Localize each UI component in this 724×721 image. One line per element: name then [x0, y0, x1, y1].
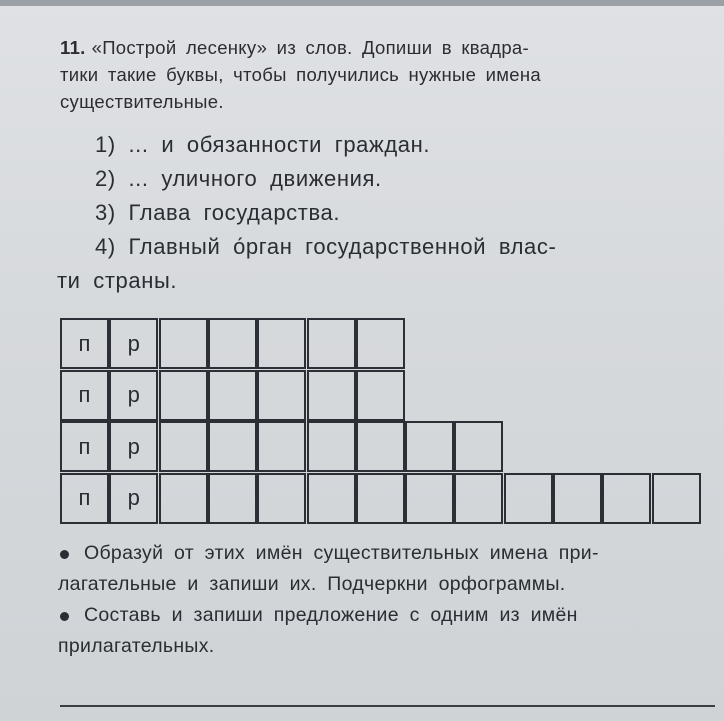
- clue-item-4: 4) Главный о́рган государственной влас-: [95, 234, 557, 259]
- clue-list: [57, 128, 705, 298]
- ladder-cell-empty[interactable]: [454, 473, 503, 524]
- ladder-cell-empty[interactable]: [257, 421, 306, 472]
- ladder-cell-empty[interactable]: [553, 473, 602, 524]
- clue-item-2: 2) ... уличного движения.: [95, 166, 382, 191]
- ladder-cell-empty[interactable]: [257, 318, 306, 369]
- bullet-dot-icon: [60, 550, 69, 559]
- bullet-item-2-continued: прилагательных.: [58, 635, 215, 657]
- task-heading-line-2: тики такие буквы, чтобы получились нужные имена: [60, 64, 541, 85]
- ladder-cell-empty[interactable]: [159, 473, 208, 524]
- ladder-cell-empty[interactable]: [208, 318, 257, 369]
- clue-item-3: 3) Глава государства.: [95, 200, 341, 225]
- ladder-cell-empty[interactable]: [208, 370, 257, 421]
- ladder-cell-prefilled: р: [109, 473, 158, 524]
- ladder-cell-empty[interactable]: [602, 473, 651, 524]
- ladder-cell-empty[interactable]: [356, 318, 405, 369]
- ladder-cell-empty[interactable]: [405, 473, 454, 524]
- ladder-cell-prefilled: р: [109, 318, 158, 369]
- ladder-cell-prefilled: р: [109, 370, 158, 421]
- ladder-cell-empty[interactable]: [307, 421, 356, 472]
- ladder-cell-empty[interactable]: [405, 421, 454, 472]
- task-heading-line-3: существительные.: [60, 91, 224, 112]
- ladder-cell-empty[interactable]: [356, 370, 405, 421]
- page-top-edge: [0, 0, 724, 6]
- ladder-cell-empty[interactable]: [159, 370, 208, 421]
- bullet-item-1: Образуй от этих имён существительных имена при-: [58, 538, 713, 569]
- ladder-cell-empty[interactable]: [307, 473, 356, 524]
- task-number: 11.: [60, 37, 86, 58]
- ladder-cell-empty[interactable]: [208, 473, 257, 524]
- task-heading: [60, 34, 700, 115]
- ladder-cell-empty[interactable]: [307, 370, 356, 421]
- ladder-cell-empty[interactable]: [257, 473, 306, 524]
- ladder-cell-empty[interactable]: [652, 473, 701, 524]
- assignment-bullets: [58, 538, 713, 662]
- bullet-dot-icon: [60, 612, 69, 621]
- ladder-cell-empty[interactable]: [257, 370, 306, 421]
- clue-item-4-continued: ти страны.: [57, 268, 178, 293]
- ladder-cell-empty[interactable]: [454, 421, 503, 472]
- ladder-cell-prefilled: п: [60, 421, 109, 472]
- ladder-cell-empty[interactable]: [504, 473, 553, 524]
- ladder-cell-prefilled: п: [60, 370, 109, 421]
- task-heading-line-1: 11. «Построй лесенку» из слов. Допиши в квадра-: [60, 37, 529, 58]
- ladder-cell-empty[interactable]: [356, 473, 405, 524]
- clue-item-1: 1) ... и обязанности граждан.: [95, 132, 431, 157]
- bullet-item-1-continued: лагательные и запиши их. Подчеркни орфограммы.: [58, 573, 566, 595]
- ladder-cell-empty[interactable]: [208, 421, 257, 472]
- ladder-cell-empty[interactable]: [356, 421, 405, 472]
- ladder-cell-empty[interactable]: [307, 318, 356, 369]
- answer-writing-line[interactable]: [60, 705, 715, 707]
- ladder-cell-empty[interactable]: [159, 318, 208, 369]
- ladder-cell-prefilled: п: [60, 473, 109, 524]
- ladder-cell-prefilled: п: [60, 318, 109, 369]
- ladder-cell-empty[interactable]: [159, 421, 208, 472]
- ladder-cell-prefilled: р: [109, 421, 158, 472]
- bullet-item-2: Составь и запиши предложение с одним из имён: [58, 600, 713, 631]
